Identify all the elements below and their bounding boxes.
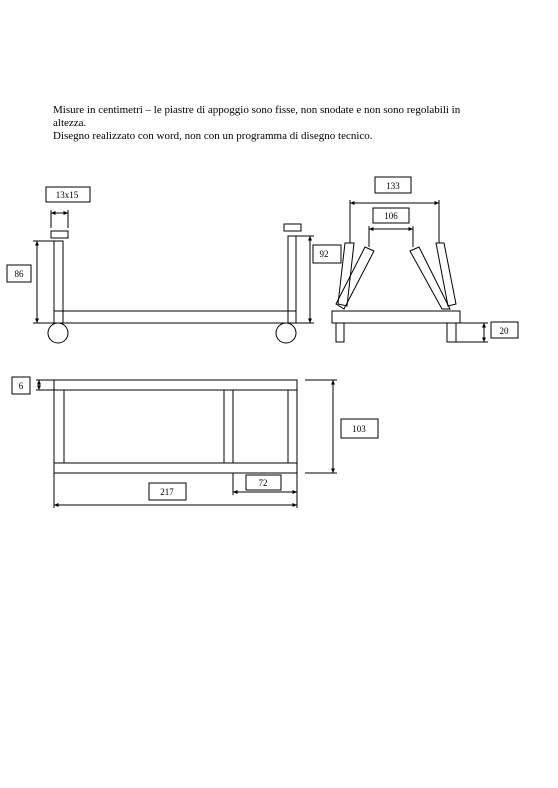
top-view [12,377,378,508]
top-view-labels [19,381,367,497]
side-top-width-label: 133 [386,181,400,191]
side-inner-right-arm [410,247,450,309]
leg-height-label: 20 [499,326,509,336]
front-left-plate [51,231,68,238]
side-outer-left-arm [338,243,354,306]
top-view-frame [54,380,297,473]
length-label: 217 [160,487,174,497]
front-view [7,187,341,343]
plate-size-label: 13x15 [55,190,79,200]
right-height-label: 92 [319,249,329,259]
side-base [332,311,460,323]
front-height-label: 86 [14,269,24,279]
side-inner-left-arm [336,247,374,309]
front-view-labels [15,190,329,279]
caption-line-2: Disegno realizzato con word, non con un programma di disegno tecnico. [53,130,373,142]
depth-label: 103 [352,424,366,434]
caption-line-1: Misure in centimetri – le piastre di appoggio sono fisse, non snodate e non sono regolabili in altezza. [53,104,461,129]
front-right-post [288,236,296,323]
front-right-wheel [276,323,296,343]
front-right-plate [284,224,301,231]
partition-label: 72 [258,478,268,488]
front-base-beam [54,311,296,323]
side-right-leg [447,323,456,342]
side-view [332,177,518,342]
side-outer-right-arm [436,243,456,306]
side-left-leg [336,323,344,342]
front-left-wheel [48,323,68,343]
side-inner-width-label: 106 [384,211,398,221]
top-thickness-label: 6 [18,381,24,391]
